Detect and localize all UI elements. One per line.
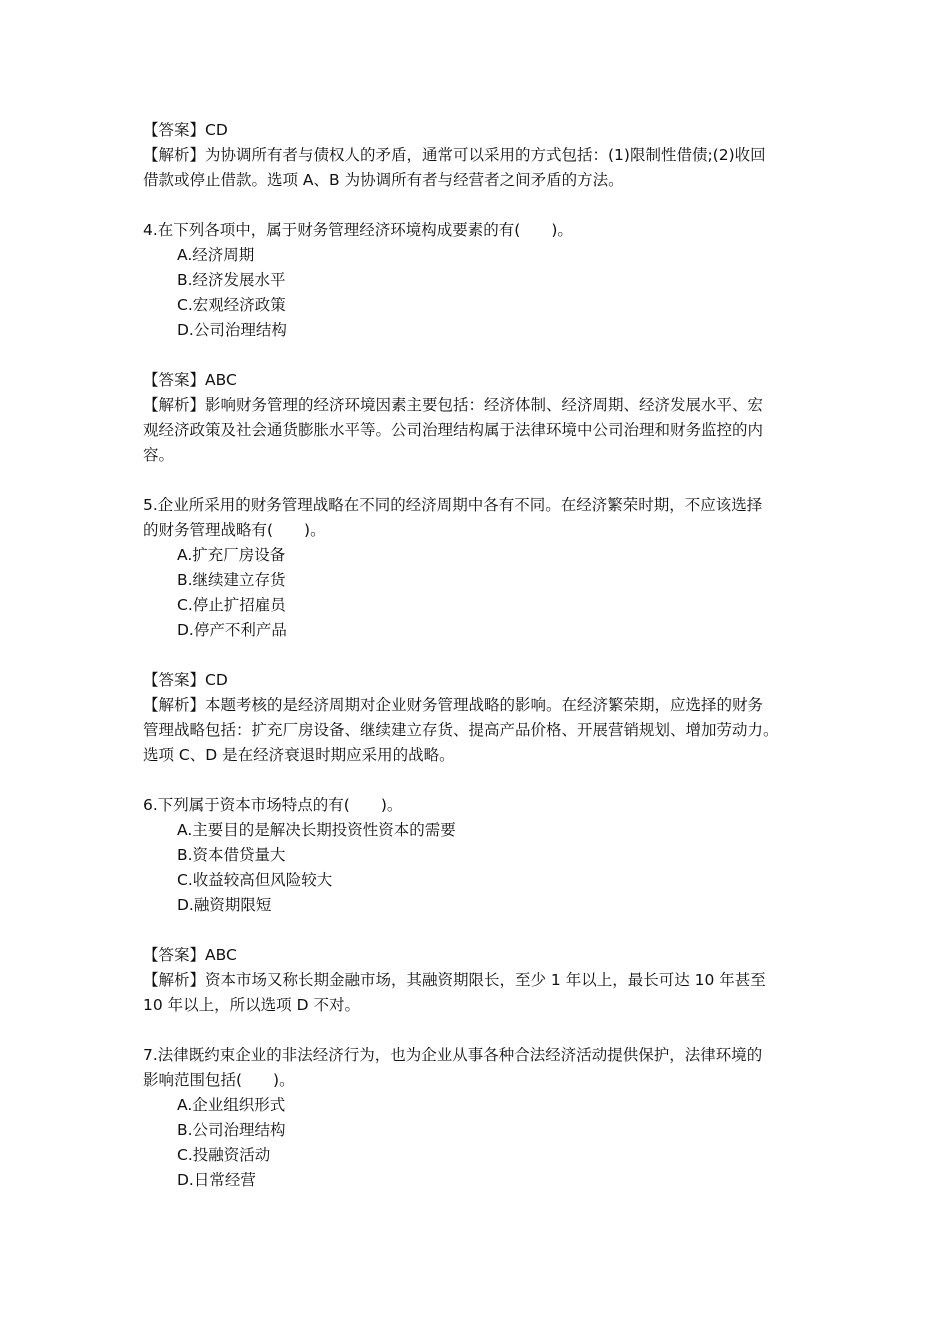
answer-line: 【答案】ABC [143,371,237,389]
answer-block-q4 [143,368,810,468]
option-b: B.继续建立存货 [177,571,286,589]
analysis-line: 管理战略包括：扩充厂房设备、继续建立存货、提高产品价格、开展营销规划、增加劳动力。 [143,721,779,739]
option-a: A.主要目的是解决长期投资性资本的需要 [177,821,456,839]
question-stem: 的财务管理战略有( )。 [143,521,326,539]
answer-block-q5 [143,668,810,768]
question-stem: 4.在下列各项中，属于财务管理经济环境构成要素的有( )。 [143,221,573,239]
analysis-line: 容。 [143,446,175,464]
option-d: D.日常经营 [177,1171,256,1189]
question-4 [143,218,810,343]
spacer [143,768,810,793]
question-stem: 5.企业所采用的财务管理战略在不同的经济周期中各有不同。在经济繁荣时期，不应该选择 [143,496,763,514]
spacer [143,1018,810,1043]
answer-line: 【答案】CD [143,671,228,689]
question-6 [143,793,810,918]
option-a: A.经济周期 [177,246,255,264]
option-a: A.企业组织形式 [177,1096,286,1114]
option-c: C.投融资活动 [177,1146,271,1164]
document-page [143,118,810,1193]
analysis-line: 【解析】影响财务管理的经济环境因素主要包括：经济体制、经济周期、经济发展水平、宏 [143,396,764,414]
spacer [143,918,810,943]
analysis-line: 借款或停止借款。选项 A、B 为协调所有者与经营者之间矛盾的方法。 [143,171,624,189]
analysis-line: 选项 C、D 是在经济衰退时期应采用的战略。 [143,746,455,764]
answer-line: 【答案】CD [143,121,228,139]
analysis-line: 观经济政策及社会通货膨胀水平等。公司治理结构属于法律环境中公司治理和财务监控的内 [143,421,764,439]
answer-line: 【答案】ABC [143,946,237,964]
option-c: C.收益较高但风险较大 [177,871,333,889]
option-c: C.宏观经济政策 [177,296,286,314]
option-c: C.停止扩招雇员 [177,596,286,614]
option-b: B.经济发展水平 [177,271,286,289]
spacer [143,643,810,668]
analysis-line: 【解析】本题考核的是经济周期对企业财务管理战略的影响。在经济繁荣期，应选择的财务 [143,696,764,714]
answer-block-q3 [143,118,810,193]
question-stem: 6.下列属于资本市场特点的有( )。 [143,796,403,814]
question-stem: 影响范围包括( )。 [143,1071,295,1089]
spacer [143,468,810,493]
option-a: A.扩充厂房设备 [177,546,286,564]
analysis-line: 【解析】资本市场又称长期金融市场，其融资期限长，至少 1 年以上，最长可达 10 年甚至 [143,971,766,989]
option-b: B.资本借贷量大 [177,846,286,864]
option-b: B.公司治理结构 [177,1121,286,1139]
spacer [143,193,810,218]
question-5 [143,493,810,643]
question-stem: 7.法律既约束企业的非法经济行为，也为企业从事各种合法经济活动提供保护，法律环境的 [143,1046,763,1064]
analysis-line: 10 年以上，所以选项 D 不对。 [143,996,360,1014]
option-d: D.公司治理结构 [177,321,287,339]
answer-block-q6 [143,943,810,1018]
spacer [143,343,810,368]
question-7 [143,1043,810,1193]
analysis-line: 【解析】为协调所有者与债权人的矛盾，通常可以采用的方式包括：(1)限制性借债;(2)收回 [143,146,766,164]
option-d: D.停产不利产品 [177,621,287,639]
option-d: D.融资期限短 [177,896,272,914]
